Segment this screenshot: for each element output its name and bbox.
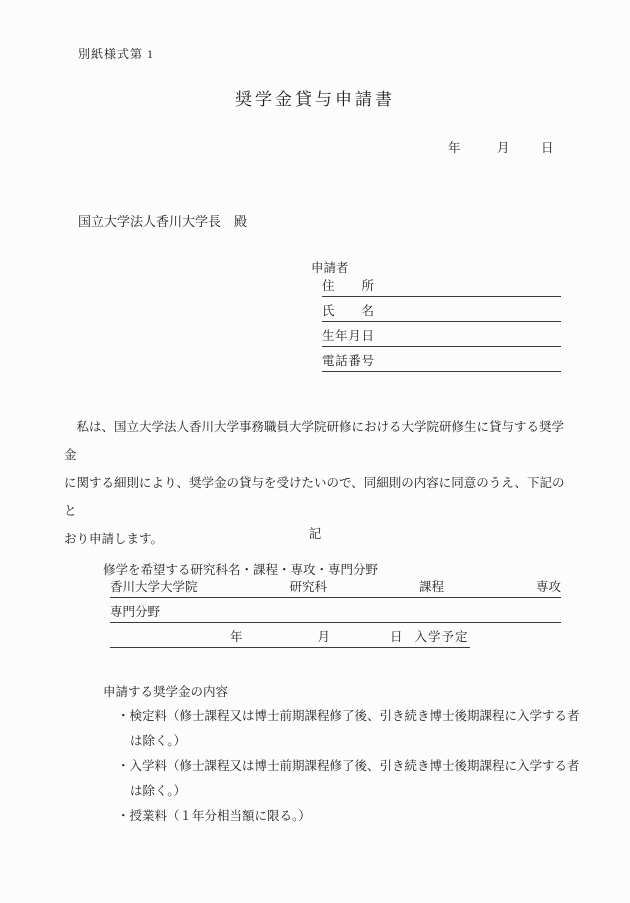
specialty-label: 専門分野 (110, 605, 161, 619)
section1-row-university (110, 576, 561, 598)
phone-blank-line (374, 355, 561, 369)
applicant-fields (322, 272, 561, 372)
bullet-admission-fee-line2: は除く。） (130, 784, 187, 798)
address-label: 住所 (322, 279, 374, 293)
date-day-label: 日 (541, 141, 554, 155)
bullet-tuition-fee-line1: ・授業料（１年分相当額に限る。） (117, 809, 311, 823)
course-label: 課程 (418, 580, 444, 594)
section1-row-admission-date (110, 626, 470, 648)
birthdate-blank-line (374, 330, 561, 344)
section1-row-specialty (110, 601, 561, 623)
bullet-admission-fee-line1: ・入学料（修士課程又は博士前期課程修了後、引き続き博士後期課程に入学する者 (117, 759, 580, 773)
name-blank-line (374, 305, 561, 319)
bullet-examination-fee-line1: ・検定料（修士課程又は博士前期課程修了後、引き続き博士後期課程に入学する者 (117, 709, 580, 723)
scholarship-items (117, 704, 587, 829)
bullet-examination-fee-line2: は除く。） (130, 734, 187, 748)
field-row-address (322, 272, 561, 297)
birthdate-label: 生年月日 (322, 329, 374, 343)
address-blank-line (374, 280, 561, 294)
body-line: に関する細則により、奨学金の貸与を受けたいので、同細則の内容に同意のうえ、下記のと (64, 476, 565, 518)
graduate-school-label: 研究科 (289, 580, 327, 594)
note-marker: 記 (308, 527, 322, 541)
date-month-label: 月 (497, 141, 510, 155)
section2-heading: 申請する奨学金の内容 (103, 685, 229, 699)
admission-planned-label: 入学予定 (414, 630, 469, 644)
field-row-birthdate (322, 322, 561, 347)
section1-heading: 修学を希望する研究科名・課程・専攻・専門分野 (103, 563, 379, 577)
field-row-phone (322, 347, 561, 372)
major-label: 専攻 (535, 580, 561, 594)
university-label: 香川大学大学院 (110, 580, 198, 594)
body-line: おり申請します。 (64, 532, 164, 546)
applicant-heading: 申請者 (311, 261, 349, 275)
form-code: 別紙様式第 1 (78, 47, 155, 61)
field-row-name (322, 297, 561, 322)
body-line: 私は、国立大学法人香川大学事務職員大学院研修における大学院研修生に貸与する奨学金 (64, 420, 565, 462)
date-year-label: 年 (448, 141, 461, 155)
admission-day-label: 日 (390, 630, 403, 644)
phone-label: 電話番号 (322, 354, 374, 368)
name-label: 氏名 (322, 304, 374, 318)
admission-month-label: 月 (317, 630, 331, 644)
admission-year-label: 年 (230, 630, 243, 644)
addressee: 国立大学法人香川大学長 殿 (78, 214, 248, 229)
page-title: 奨学金貸与申請書 (235, 90, 395, 109)
